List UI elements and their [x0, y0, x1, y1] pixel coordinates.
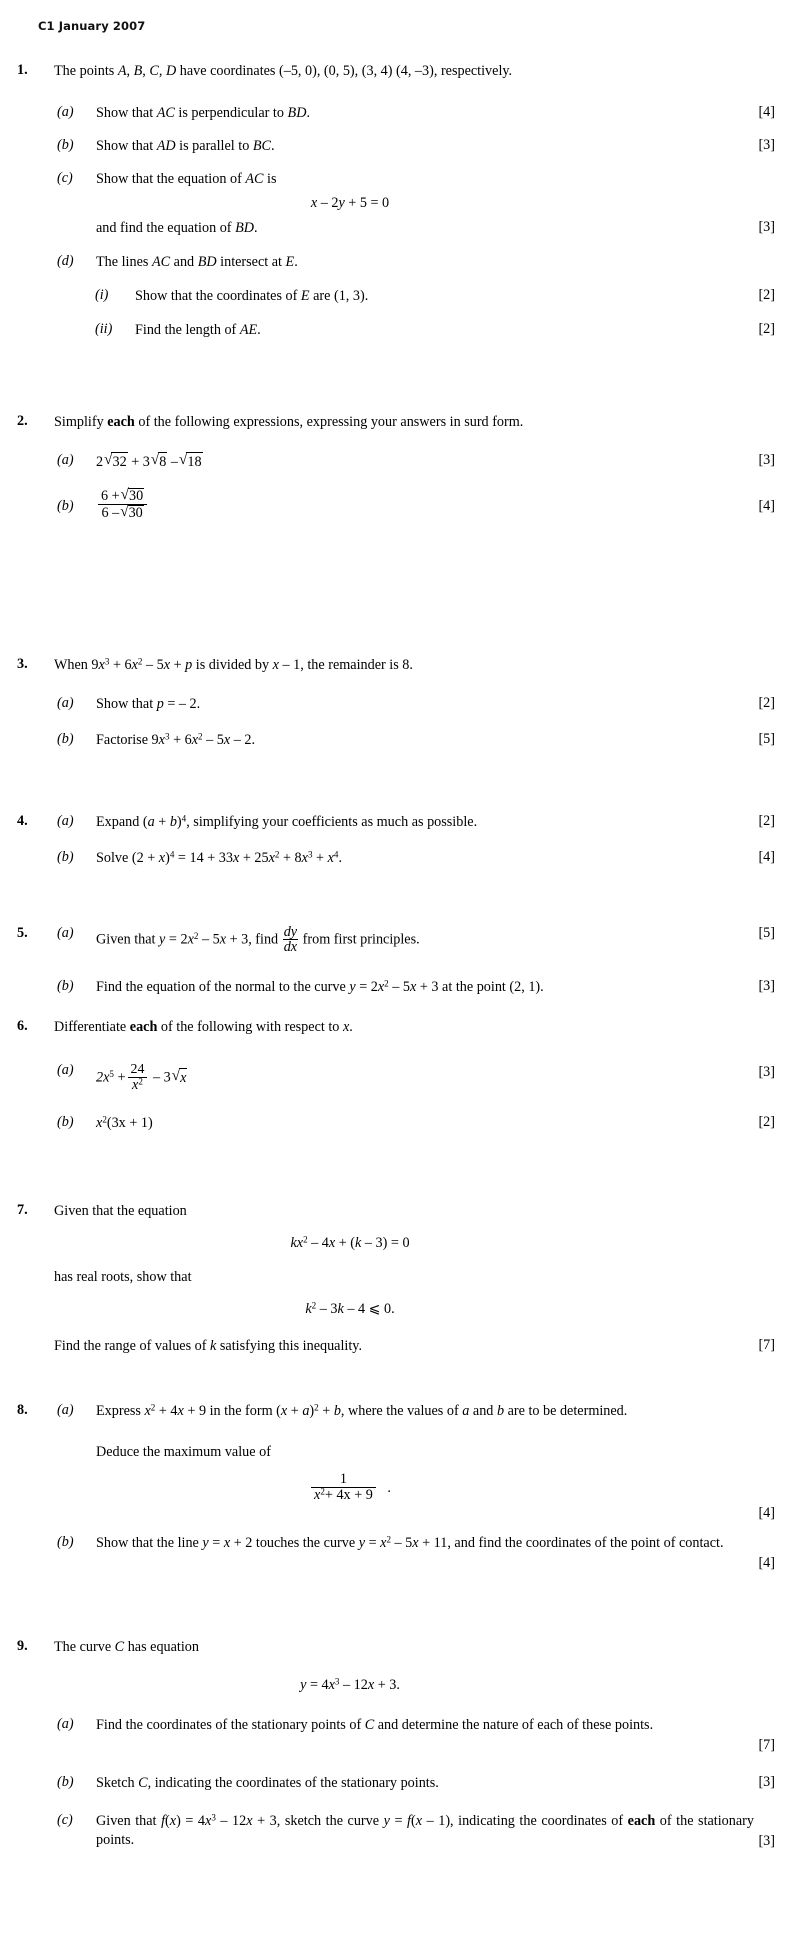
question-4a-text: Expand $(a + b)^4$, simplifying your coefficients as much as possible. [96, 813, 478, 830]
question-7-stem: Given that the equation [54, 1203, 187, 1219]
part-label-a: (a) [57, 1062, 74, 1078]
question-8a-text: Express $x^2 + 4x + 9$ in the form $(x + a)^2 + b$, where the values of a and b are to be determined. [96, 1402, 628, 1419]
sqrt-icon: √ x [172, 1068, 188, 1088]
q6b-rest: (3x + 1) [106, 1115, 153, 1131]
q6a-plus: + [117, 1069, 126, 1086]
question-1d-ii-marks: [2] [758, 321, 775, 337]
question-9c-marks: [3] [758, 1833, 775, 1849]
q8-fraction-numerator: 1 [339, 1471, 347, 1487]
q6b-exponent: 2 [102, 1114, 107, 1125]
q6a-exponent: 5 [109, 1068, 114, 1079]
question-2a-expression [96, 452, 720, 472]
sqrt-icon: √ 18 [179, 452, 203, 472]
question-1b-marks: [3] [758, 137, 775, 153]
question-1a-text: Show that AC is perpendicular to BD. [96, 105, 310, 121]
derivative-notation [283, 925, 298, 955]
question-1d-ii-text: Find the length of AE. [135, 322, 261, 338]
part-label-a: (a) [57, 695, 74, 711]
question-8b-marks: [4] [758, 1555, 775, 1571]
fraction [311, 1472, 376, 1504]
question-3b-text: Factorise $9x^3 + 6x^2 - 5x - 2$. [96, 731, 255, 748]
question-2-number: 2. [17, 413, 28, 429]
question-3-number: 3. [17, 656, 28, 672]
question-1d-i-marks: [2] [758, 287, 775, 303]
question-4b-text: Solve $(2 + x)^4 = 14 + 33x + 25x^2 + 8x^3 + x^4$. [96, 849, 342, 866]
question-6b-expression [96, 1114, 720, 1133]
sqrt-icon: √ 30 [121, 488, 145, 504]
question-2a-marks: [3] [758, 452, 775, 468]
question-5b-marks: [3] [758, 978, 775, 994]
question-2b-marks: [4] [758, 498, 775, 514]
question-1c-marks: [3] [758, 219, 775, 235]
question-4-number: 4. [17, 813, 28, 829]
question-5b-text: Find the equation of the normal to the curve $y = 2x^2 - 5x + 3$ at the point (2, 1). [96, 978, 544, 995]
question-7-tail-text: Find the range of values of k satisfying this inequality. [54, 1338, 363, 1354]
emphasis-each: each [627, 1813, 656, 1829]
q2a-op2: – [170, 454, 178, 470]
q6a-fraction-denominator: x [132, 1077, 139, 1094]
q8-denominator-var: x [314, 1487, 321, 1504]
question-1c-equation: x – 2y + 5 = 0 [310, 195, 390, 211]
emphasis-each: each [107, 414, 135, 430]
question-5a-text: Given that $y = 2x^2 - 5x + 3$, find $\frac{dy}{dx}$ from first principles. [96, 924, 420, 956]
question-5-number: 5. [17, 925, 28, 941]
dx-denominator: dx [283, 939, 298, 956]
question-3a-text: Show that p = – 2. [96, 696, 201, 712]
question-6-number: 6. [17, 1018, 28, 1034]
emphasis-each: each [129, 1019, 158, 1035]
question-1c-text: Show that the equation of AC is [96, 171, 277, 187]
sqrt-icon: √ 30 [120, 505, 144, 521]
question-1-stem: The points A, B, C, D have coordinates (–5, 0), (0, 5), (3, 4) (4, –3), respectively. [54, 63, 513, 79]
part-label-b: (b) [57, 978, 74, 994]
page-header: C1 January 2007 [38, 19, 146, 33]
part-label-b: (b) [57, 849, 74, 865]
question-3-stem: When $9x^3 + 6x^2 - 5x + p$ is divided by x – 1, the remainder is 8. [54, 656, 413, 673]
question-9a-marks: [7] [758, 1737, 775, 1753]
question-4b-marks: [4] [758, 849, 775, 865]
question-3b-marks: [5] [758, 731, 775, 747]
part-label-a: (a) [57, 452, 74, 468]
question-7-mid-text: has real roots, show that [54, 1269, 192, 1285]
part-label-ii: (ii) [95, 321, 113, 337]
question-6b-marks: [2] [758, 1114, 775, 1130]
part-label-i: (i) [95, 287, 109, 303]
question-9b-text: Sketch C, indicating the coordinates of the stationary points. [96, 1775, 439, 1791]
question-6-stem: Differentiate each of the following with respect to x. [54, 1019, 353, 1035]
question-4a-marks: [2] [758, 813, 775, 829]
question-1c-text2: and find the equation of BD. [96, 220, 258, 236]
q2b-num-lead: 6 + [101, 488, 120, 504]
part-label-d: (d) [57, 253, 74, 269]
part-label-a: (a) [57, 813, 74, 829]
q8-denominator-exponent: 2 [320, 1486, 325, 1497]
sqrt-icon: √ 8 [151, 452, 167, 472]
part-label-c: (c) [57, 170, 73, 186]
question-1a-marks: [4] [758, 104, 775, 120]
question-9-stem: The curve C has equation [54, 1639, 199, 1655]
question-2b-expression [96, 488, 720, 522]
question-6a-expression [96, 1058, 720, 1093]
question-7-equation-1: $kx^2 - 4x + (k - 3) = 0$ [290, 1234, 410, 1251]
question-8-number: 8. [17, 1402, 28, 1418]
question-9-equation: $y = 4x^3 - 12x + 3$. [300, 1676, 400, 1693]
part-label-b: (b) [57, 1534, 74, 1550]
part-label-b: (b) [57, 731, 74, 747]
sqrt-icon: √ 32 [104, 452, 128, 472]
fraction [128, 1062, 148, 1093]
part-label-a: (a) [57, 1402, 74, 1418]
question-5a-marks: [5] [758, 925, 775, 941]
q6a-denominator-exponent: 2 [138, 1076, 143, 1087]
question-1b-text: Show that AD is parallel to BC. [96, 138, 275, 154]
q2a-op1: + 3 [131, 454, 150, 470]
question-9a-text: Find the coordinates of the stationary points of C and determine the nature of each of these points. [96, 1717, 654, 1733]
part-label-a: (a) [57, 104, 74, 120]
q6a-minus: – 3 [152, 1069, 171, 1086]
question-1d-i-text: Show that the coordinates of E are (1, 3). [135, 288, 369, 304]
q6b-base: x [96, 1115, 103, 1131]
q8-period: . [387, 1479, 391, 1496]
question-1-number: 1. [17, 62, 28, 78]
part-label-a: (a) [57, 1716, 74, 1732]
q2a-coefficient: 2 [96, 454, 104, 470]
part-label-b: (b) [57, 498, 74, 514]
question-7-equation-2: $k^2 - 3k - 4$ ⩽ 0. [305, 1300, 395, 1317]
question-1d-text: The lines AC and BD intersect at E. [96, 254, 298, 270]
part-label-c: (c) [57, 1812, 73, 1828]
question-2-stem: Simplify each of the following expressions, expressing your answers in surd form. [54, 414, 524, 430]
question-6a-marks: [3] [758, 1064, 775, 1080]
question-8b-text: Show that the line y = x + 2 touches the curve $y = x^2 - 5x + 11$, and find the coordinates of the point of contact. [96, 1534, 724, 1551]
part-label-b: (b) [57, 1114, 74, 1130]
part-label-b: (b) [57, 137, 74, 153]
part-label-b: (b) [57, 1774, 74, 1790]
question-7-marks: [7] [758, 1337, 775, 1353]
question-7-number: 7. [17, 1202, 28, 1218]
question-9c-text: Given that $f(x) = 4x^3 - 12x + 3$, sketch the curve y = f(x – 1), indicating the coordinates of each of the stationary points. [96, 1812, 754, 1848]
q6a-fraction-numerator: 24 [130, 1062, 145, 1077]
q2b-den-lead: 6 – [101, 505, 120, 522]
question-8a-marks: [4] [758, 1505, 775, 1521]
part-label-a: (a) [57, 925, 74, 941]
question-3a-marks: [2] [758, 695, 775, 711]
q6a-lead: 2x [96, 1069, 110, 1086]
q8-denominator-rest: + 4x + 9 [324, 1487, 373, 1504]
fraction [98, 488, 147, 522]
question-8a-expression [0, 1472, 700, 1504]
dy-numerator: dy [283, 924, 298, 940]
question-8a-text2: Deduce the maximum value of [96, 1444, 271, 1460]
question-9b-marks: [3] [758, 1774, 775, 1790]
question-9-number: 9. [17, 1638, 28, 1654]
